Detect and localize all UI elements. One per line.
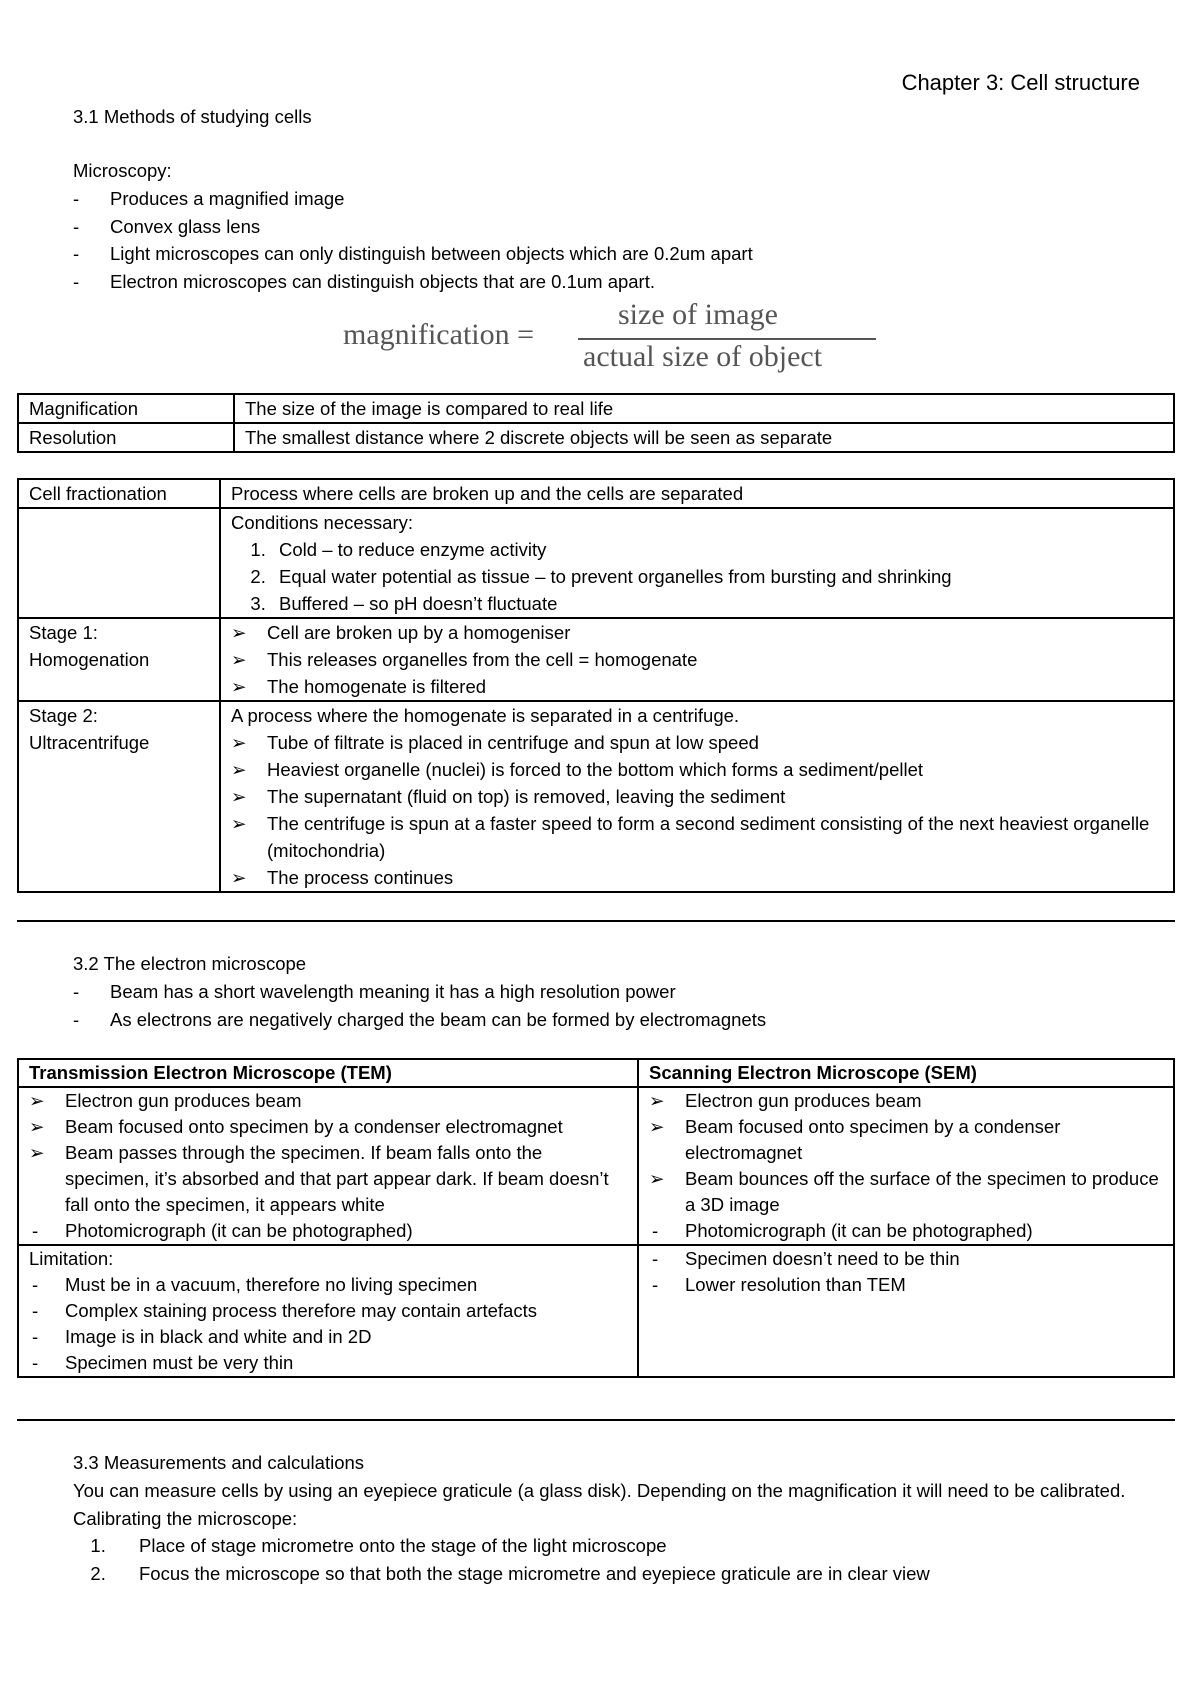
microscopy-subheading: Microscopy: (73, 160, 172, 181)
list-item: 1. Place of stage micrometre onto the stage of the light microscope (111, 1532, 930, 1560)
list-item: ➢ Tube of filtrate is placed in centrifuge and spun at low speed (231, 729, 1163, 756)
list-item: 1. Cold – to reduce enzyme activity (271, 536, 1163, 563)
table-row (18, 1087, 1174, 1245)
list-item: - Specimen doesn’t need to be thin (649, 1246, 1163, 1272)
definition-cell: The size of the image is compared to real life (234, 394, 1174, 423)
list-item: - Photomicrograph (it can be photographed) (649, 1218, 1163, 1244)
section-3-1-heading: 3.1 Methods of studying cells (73, 106, 312, 127)
list-item: 2. Focus the microscope so that both the stage micrometre and eyepiece graticule are in clear view (111, 1560, 930, 1588)
sem-process-cell (638, 1087, 1174, 1245)
stage-2-intro: A process where the homogenate is separated in a centrifuge. (231, 705, 740, 726)
term-cell: Magnification (18, 394, 234, 423)
sem-process-list (649, 1088, 1163, 1244)
list-item: ➢ Electron gun produces beam (29, 1088, 627, 1114)
definitions-table (17, 393, 1175, 453)
sem-notes-cell (638, 1245, 1174, 1377)
list-item: ➢ Heaviest organelle (nuclei) is forced to the bottom which forms a sediment/pellet (231, 756, 1163, 783)
stage-label-cell (18, 618, 220, 701)
formula-numerator: size of image (618, 298, 778, 331)
list-item: - Image is in black and white and in 2D (29, 1324, 627, 1350)
sem-header: Scanning Electron Microscope (SEM) (638, 1059, 1174, 1087)
stage-content-cell (220, 618, 1174, 701)
microscopy-list (73, 185, 753, 295)
chapter-title: Chapter 3: Cell structure (901, 70, 1140, 95)
table-row (18, 423, 1174, 452)
list-item: - Electron microscopes can distinguish objects that are 0.1um apart. (73, 268, 753, 296)
list-item: - Lower resolution than TEM (649, 1272, 1163, 1298)
list-item: ➢ The process continues (231, 864, 1163, 891)
conditions-list (231, 536, 1163, 617)
stage-label-cell (18, 701, 220, 892)
table-row (18, 618, 1174, 701)
list-item: ➢ Beam focused onto specimen by a condenser electromagnet (649, 1114, 1163, 1166)
measurement-paragraph: You can measure cells by using an eyepiece graticule (a glass disk). Depending on the magnification it will need to be calibrated. Calibrating the microscope: (73, 1480, 1126, 1529)
formula-denominator: actual size of object (583, 340, 823, 373)
list-item: ➢ Cell are broken up by a homogeniser (231, 619, 1163, 646)
stage-1-list (231, 619, 1163, 700)
stage-name: Homogenation (29, 649, 150, 670)
microscope-comparison-table (17, 1058, 1175, 1378)
tem-process-cell (18, 1087, 638, 1245)
list-item: ➢ The homogenate is filtered (231, 673, 1163, 700)
list-item: - Photomicrograph (it can be photographed) (29, 1218, 627, 1244)
term-cell: Resolution (18, 423, 234, 452)
stage-number: Stage 2: (29, 705, 98, 726)
table-row (18, 479, 1174, 508)
limitation-label: Limitation: (29, 1248, 114, 1269)
table-row (18, 701, 1174, 892)
section-divider (17, 1419, 1175, 1421)
stage-content-cell (220, 701, 1174, 892)
section-3-3-heading: 3.3 Measurements and calculations (73, 1452, 365, 1473)
table-row (18, 394, 1174, 423)
stage-name: Ultracentrifuge (29, 732, 150, 753)
conditions-label: Conditions necessary: (231, 512, 414, 533)
formula-lhs: magnification = (343, 318, 535, 351)
list-item: - Complex staining process therefore may contain artefacts (29, 1298, 627, 1324)
list-item: 3. Buffered – so pH doesn’t fluctuate (271, 590, 1163, 617)
list-item: ➢ Beam bounces off the surface of the specimen to produce a 3D image (649, 1166, 1163, 1218)
list-item: - Specimen must be very thin (29, 1350, 627, 1376)
stage-2-list (231, 729, 1163, 891)
table-row (18, 1059, 1174, 1087)
calibration-steps (73, 1532, 930, 1587)
section-3-2-heading: 3.2 The electron microscope (73, 953, 307, 974)
term-cell: Cell fractionation (18, 479, 220, 508)
list-item: - Light microscopes can only distinguish between objects which are 0.2um apart (73, 240, 753, 268)
section-divider (17, 920, 1175, 922)
conditions-cell (220, 508, 1174, 618)
list-item: ➢ Beam focused onto specimen by a condenser electromagnet (29, 1114, 627, 1140)
list-item: 2. Equal water potential as tissue – to prevent organelles from bursting and shrinking (271, 563, 1163, 590)
list-item: ➢ The centrifuge is spun at a faster speed to form a second sediment consisting of the next heaviest organelle (mitochondria) (231, 810, 1163, 864)
list-item: ➢ Beam passes through the specimen. If beam falls onto the specimen, it’s absorbed and that part appear dark. If beam doesn’t fall onto the specimen, it appears white (29, 1140, 627, 1218)
electron-microscope-list (73, 978, 766, 1033)
cell-fractionation-table (17, 478, 1175, 893)
list-item: - Beam has a short wavelength meaning it has a high resolution power (73, 978, 766, 1006)
tem-limitation-list (29, 1272, 627, 1376)
definition-cell: Process where cells are broken up and the cells are separated (220, 479, 1174, 508)
sem-notes-list (649, 1246, 1163, 1298)
tem-process-list (29, 1088, 627, 1244)
list-item: - As electrons are negatively charged the beam can be formed by electromagnets (73, 1006, 766, 1034)
tem-limitation-cell (18, 1245, 638, 1377)
definition-cell: The smallest distance where 2 discrete objects will be seen as separate (234, 423, 1174, 452)
table-row (18, 508, 1174, 618)
stage-number: Stage 1: (29, 622, 98, 643)
list-item: ➢ This releases organelles from the cell = homogenate (231, 646, 1163, 673)
list-item: - Convex glass lens (73, 213, 753, 241)
tem-header: Transmission Electron Microscope (TEM) (18, 1059, 638, 1087)
list-item: ➢ Electron gun produces beam (649, 1088, 1163, 1114)
empty-cell (18, 508, 220, 618)
list-item: - Produces a magnified image (73, 185, 753, 213)
table-row (18, 1245, 1174, 1377)
list-item: ➢ The supernatant (fluid on top) is removed, leaving the sediment (231, 783, 1163, 810)
list-item: - Must be in a vacuum, therefore no living specimen (29, 1272, 627, 1298)
